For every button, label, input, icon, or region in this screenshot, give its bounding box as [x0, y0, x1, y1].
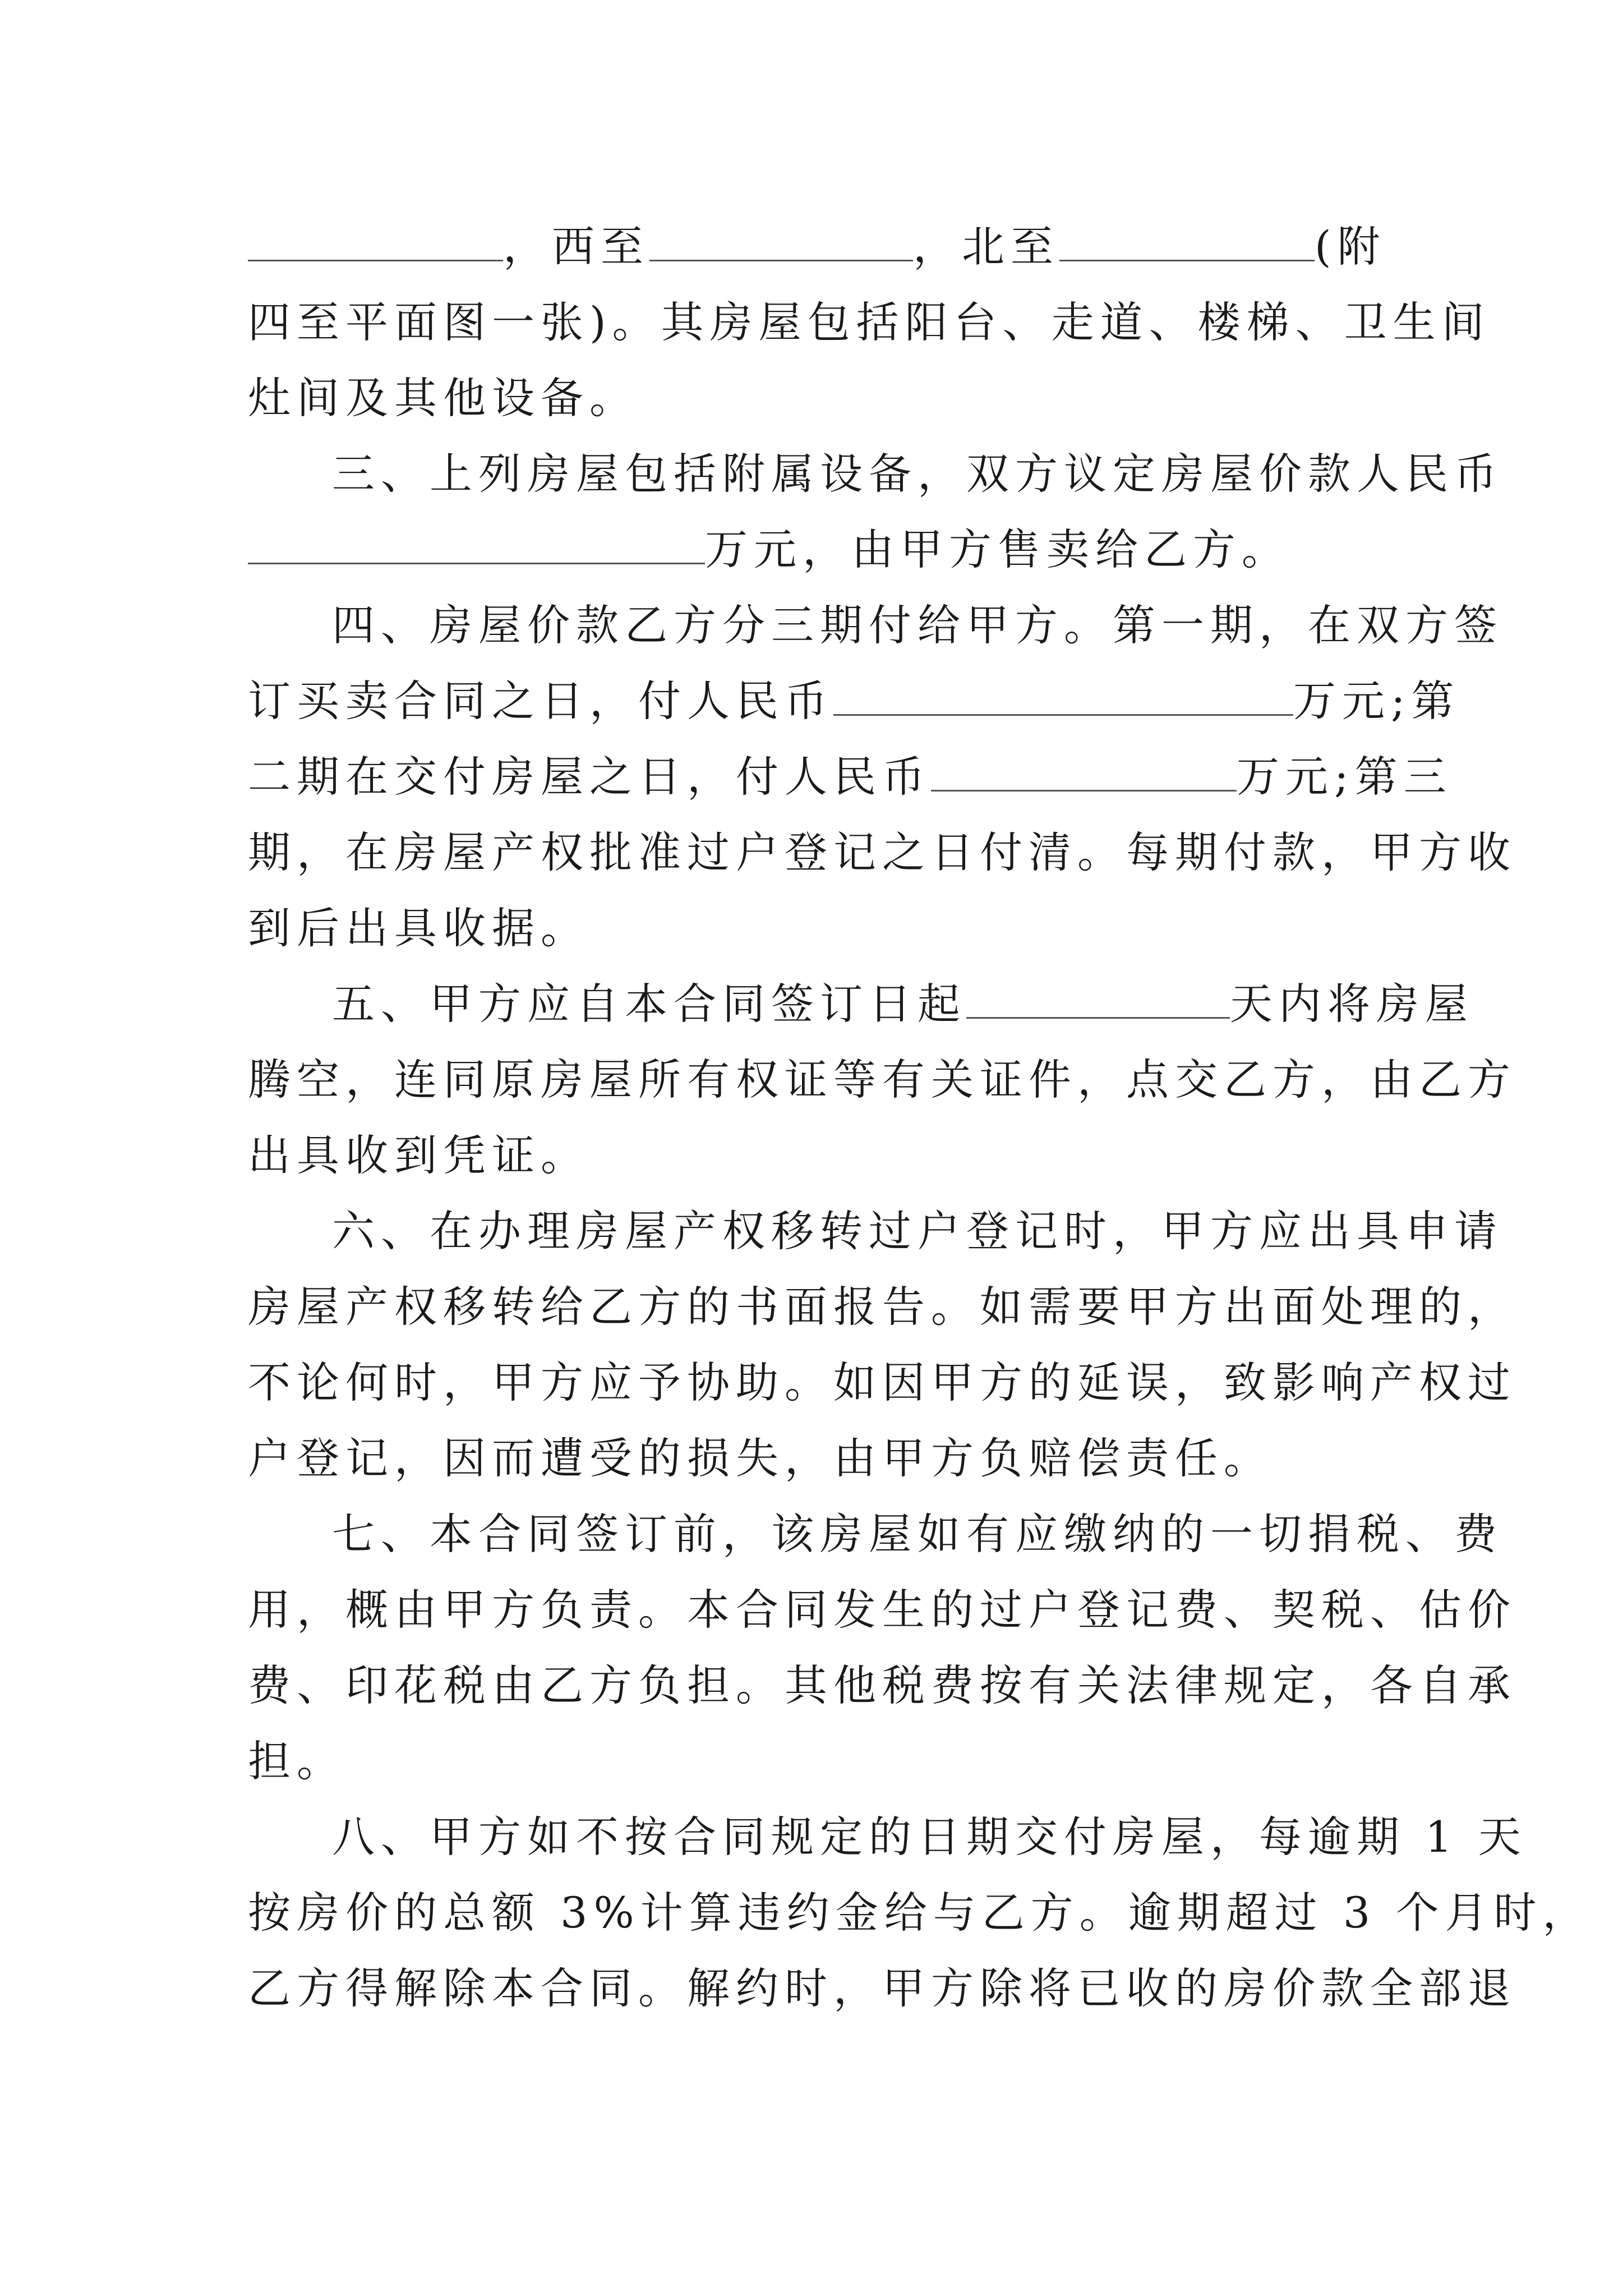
text-line — [248, 749, 1453, 805]
boundary-line — [248, 219, 1386, 275]
text-line: 四至平面图一张)。其房屋包括阳台、走道、楼梯、卫生间 — [248, 297, 1491, 347]
clause-7: 七、本合同签订前，该房屋如有应缴纳的一切捐税、费 — [332, 1509, 1503, 1559]
text-line: 乙方得解除本合同。解约时，甲方除将已收的房价款全部退 — [248, 1963, 1516, 2013]
text-run: 万元;第 — [1293, 676, 1460, 726]
clause-5 — [332, 976, 1474, 1032]
text-run: ，西至 — [503, 222, 649, 272]
text-line: 户登记，因而遭受的损失，由甲方负赔偿责任。 — [248, 1433, 1272, 1483]
blank-field — [248, 528, 705, 564]
text-run: 五、甲方应自本合同签订日起 — [332, 979, 966, 1029]
text-line: 到后出具收据。 — [248, 903, 589, 953]
blank-field — [966, 982, 1230, 1019]
clause-3: 三、上列房屋包括附属设备，双方议定房屋价款人民币 — [332, 449, 1503, 499]
text-run: 二期在交付房屋之日，付人民币 — [248, 752, 931, 802]
text-run: ，北至 — [913, 222, 1059, 272]
text-line: 不论何时，甲方应予协助。如因甲方的延误，致影响产权过 — [248, 1358, 1516, 1407]
blank-field — [1059, 225, 1315, 261]
text-line: 费、印花税由乙方负担。其他税费按有关法律规定，各自承 — [248, 1660, 1516, 1710]
text-run: 天内将房屋 — [1230, 979, 1474, 1029]
clause-8: 八、甲方如不按合同规定的日期交付房屋，每逾期 1 天 — [332, 1812, 1527, 1862]
text-line: 腾空，连同原房屋所有权证等有关证件，点交乙方，由乙方 — [248, 1055, 1516, 1105]
blank-field — [931, 755, 1237, 792]
text-line: 按房价的总额 3%计算违约金给与乙方。逾期超过 3 个月时， — [248, 1888, 1592, 1938]
text-line: 用，概由甲方负责。本合同发生的过户登记费、契税、估价 — [248, 1585, 1516, 1635]
text-line — [248, 522, 1290, 578]
blank-field — [833, 679, 1293, 716]
text-line: 房屋产权移转给乙方的书面报告。如需要甲方出面处理的， — [248, 1282, 1516, 1332]
text-run: 订买卖合同之日，付人民币 — [248, 676, 833, 726]
text-line: 担。 — [248, 1736, 345, 1786]
clause-6: 六、在办理房屋产权移转过户登记时，甲方应出具申请 — [332, 1206, 1503, 1256]
text-line: 出具收到凭证。 — [248, 1130, 589, 1180]
text-run: 万元;第三 — [1237, 752, 1453, 802]
blank-field — [248, 225, 503, 261]
text-run: 万元，由甲方售卖给乙方。 — [705, 524, 1290, 574]
clause-4: 四、房屋价款乙方分三期付给甲方。第一期，在双方签 — [332, 600, 1503, 650]
text-line: 期，在房屋产权批准过户登记之日付清。每期付款，甲方收 — [248, 827, 1516, 877]
text-line — [248, 673, 1460, 729]
text-run: (附 — [1315, 222, 1386, 272]
text-line: 灶间及其他设备。 — [248, 373, 638, 423]
blank-field — [649, 225, 913, 261]
